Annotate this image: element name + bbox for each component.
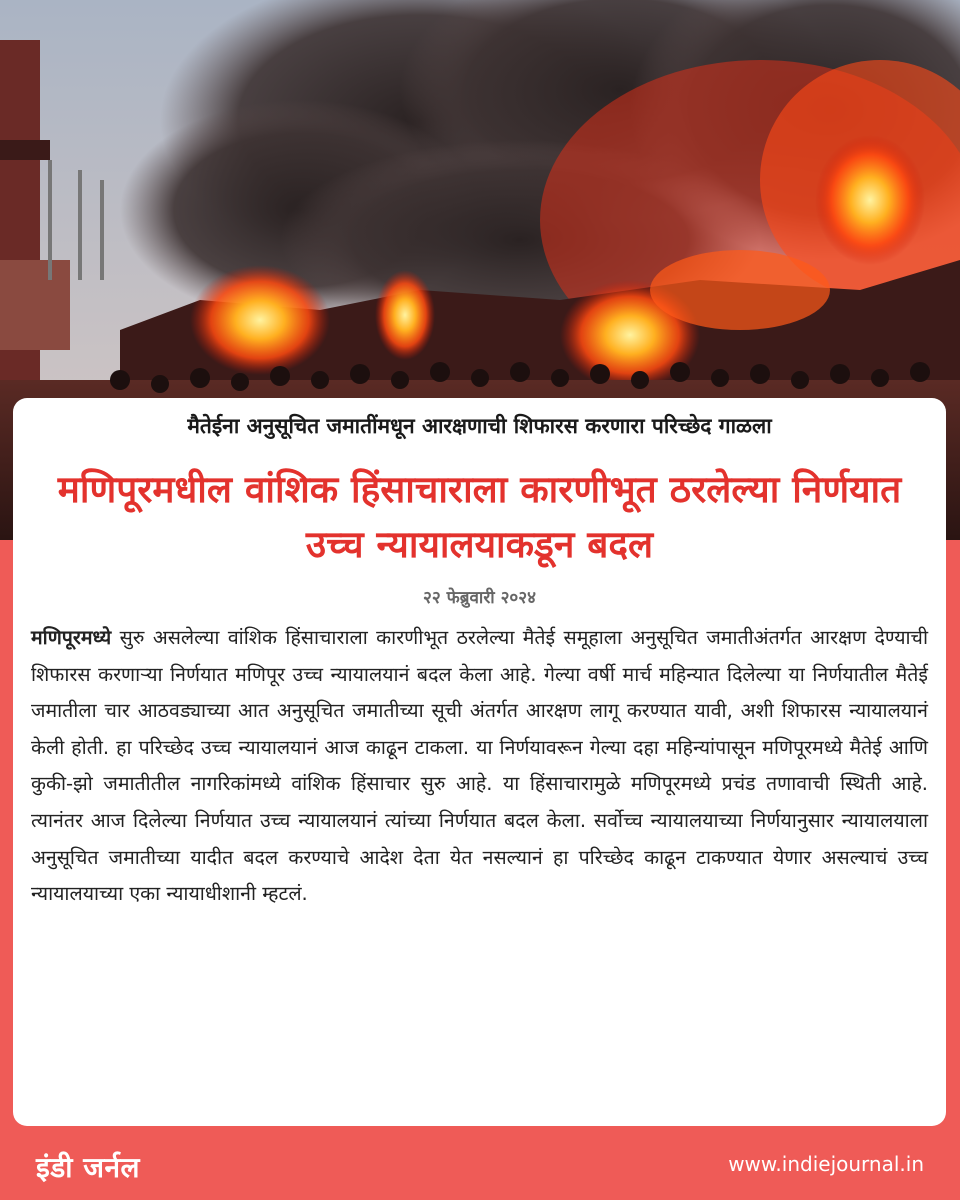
article-body-text: सुरु असलेल्या वांशिक हिंसाचाराला कारणीभूत ठरलेल्या मैतेई समूहाला अनुसूचित जमातीअंतर्गत आरक्षण देण्याची शिफारस करणाऱ्या निर्णयात मणिपूर उच्च न्यायालयानं बदल केला आहे. गेल्या वर्षी मार्च महिन्यात दिलेल्या या निर्णयातील मैतेई जमातीला चार आठवड्याच्या आत अनुसूचित जमातीच्या सूची अंतर्गत आरक्षण लागू करण्यात यावी, अशी शिफारस न्यायालयानं केली होती. हा परिच्छेद उच्च न्यायालयानं आज काढून टाकला. या निर्णयावरून गेल्या दहा महिन्यांपासून मणिपूरमध्ये मैतेई आणि कुकी-झो जमातीतील नागरिकांमध्ये वांशिक हिंसाचार सुरु आहे. या हिंसाचारामुळे मणिपूरमध्ये प्रचंड तणावाची स्थिती आहे. त्यानंतर आज दिलेल्या निर्णयात उच्च न्यायालयानं त्यांच्या निर्णयात बदल केला. सर्वोच्च न्यायालयाच्या निर्णयानुसार न्यायालयाला अनुसूचित जमातीच्या यादीत बदल करण्याचे आदेश देता येत नसल्यानं हा परिच्छेद काढून टाकण्यात येणार असल्याचं उच्च न्यायालयाच्या एका न्यायाधीशानी म्हटलं. — [31, 626, 928, 906]
headline: मणिपूरमधील वांशिक हिंसाचाराला कारणीभूत ठरलेल्या निर्णयात उच्च न्यायालयाकडून बदल — [57, 468, 902, 566]
article-body — [31, 620, 928, 913]
website-url[interactable]: www.indiejournal.in — [728, 1152, 924, 1176]
publish-date: २२ फेब्रुवारी २०२४ — [423, 588, 536, 608]
article-lead: मणिपूरमध्ये — [31, 626, 112, 649]
article-card — [13, 398, 946, 1126]
kicker-subheading: मैतेईना अनुसूचित जमातींमधून आरक्षणाची शिफारस करणारा परिच्छेद गाळला — [187, 414, 772, 438]
brand-logo: इंडी जर्नल — [36, 1151, 141, 1184]
